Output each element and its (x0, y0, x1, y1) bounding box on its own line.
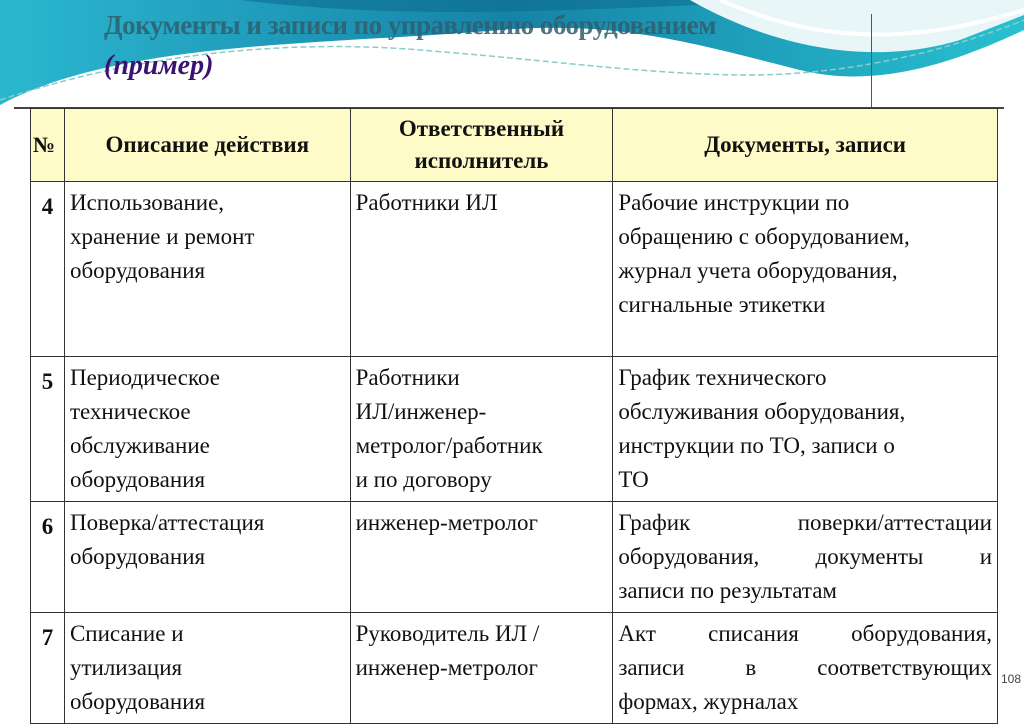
header-line: исполнитель (414, 148, 549, 173)
table-header-row (31, 109, 998, 182)
cell-responsible (350, 613, 613, 724)
cell-line: График поверки/аттестации (618, 510, 992, 535)
header-line: Ответственный (398, 116, 565, 141)
header-documents: Документы, записи (613, 109, 998, 182)
row-number: 6 (31, 502, 65, 613)
cell-line: оборудования (69, 544, 206, 569)
page-number: 108 (1001, 672, 1022, 686)
cell-description (64, 357, 350, 502)
cell-line: инженер-метролог (355, 655, 538, 680)
header-description: Описание действия (64, 109, 350, 182)
cell-line: формах, журналах (618, 689, 799, 714)
cell-line: инструкции по ТО, записи о (618, 433, 895, 458)
table-row (31, 613, 998, 724)
cell-line: оборудования (69, 689, 206, 714)
cell-line: оборудования (69, 258, 206, 283)
cell-line: Поверка/аттестация (69, 510, 265, 535)
cell-line: обслуживания оборудования, (618, 399, 906, 424)
cell-line: Работники (355, 365, 460, 390)
cell-documents (613, 182, 998, 357)
cell-line: записи по результатам (618, 578, 837, 603)
cell-documents (613, 613, 998, 724)
cell-description (64, 613, 350, 724)
cell-line: График технического (618, 365, 827, 390)
header-responsible (350, 109, 613, 182)
cell-line: оборудования (69, 467, 206, 492)
cell-line: метролог/работник (355, 433, 543, 458)
row-number: 4 (31, 182, 65, 357)
slide-subtitle: (пример) (104, 50, 214, 81)
cell-responsible (350, 357, 613, 502)
table-row (31, 357, 998, 502)
cell-line: Акт списания оборудования, (618, 621, 992, 646)
equipment-documents-table (30, 108, 998, 724)
cell-line: хранение и ремонт (69, 224, 255, 249)
header-num: № (31, 109, 65, 182)
cell-line: Руководитель ИЛ / (355, 621, 540, 646)
cell-responsible (350, 502, 613, 613)
cell-line: и по договору (355, 467, 492, 492)
cell-line: техническое (69, 399, 191, 424)
cell-line: обращению с оборудованием, (618, 224, 910, 249)
cell-line: утилизация (69, 655, 183, 680)
cell-line: Использование, (69, 190, 225, 215)
cell-line: журнал учета оборудования, (618, 258, 898, 283)
table-row (31, 182, 998, 357)
cell-line: оборудования, документы и (618, 544, 992, 569)
cell-line: Работники ИЛ (355, 190, 498, 215)
cell-line: Рабочие инструкции по (618, 190, 850, 215)
cell-line: сигнальные этикетки (618, 292, 826, 317)
cell-responsible (350, 182, 613, 357)
cell-line: записи в соответствующих (618, 655, 992, 680)
row-number: 7 (31, 613, 65, 724)
cell-line: обслуживание (69, 433, 210, 458)
cell-line: Периодическое (69, 365, 220, 390)
row-number: 5 (31, 357, 65, 502)
table-row (31, 502, 998, 613)
cell-line: инженер-метролог (355, 510, 538, 535)
cell-line: Списание и (69, 621, 184, 646)
cell-line: ИЛ/инженер- (355, 399, 487, 424)
cell-line: ТО (618, 467, 649, 492)
cell-description (64, 502, 350, 613)
cell-documents (613, 357, 998, 502)
cell-documents (613, 502, 998, 613)
cell-description (64, 182, 350, 357)
decorative-vertical-line (871, 14, 872, 108)
slide-title: Документы и записи по управлению оборудованием (104, 10, 717, 40)
